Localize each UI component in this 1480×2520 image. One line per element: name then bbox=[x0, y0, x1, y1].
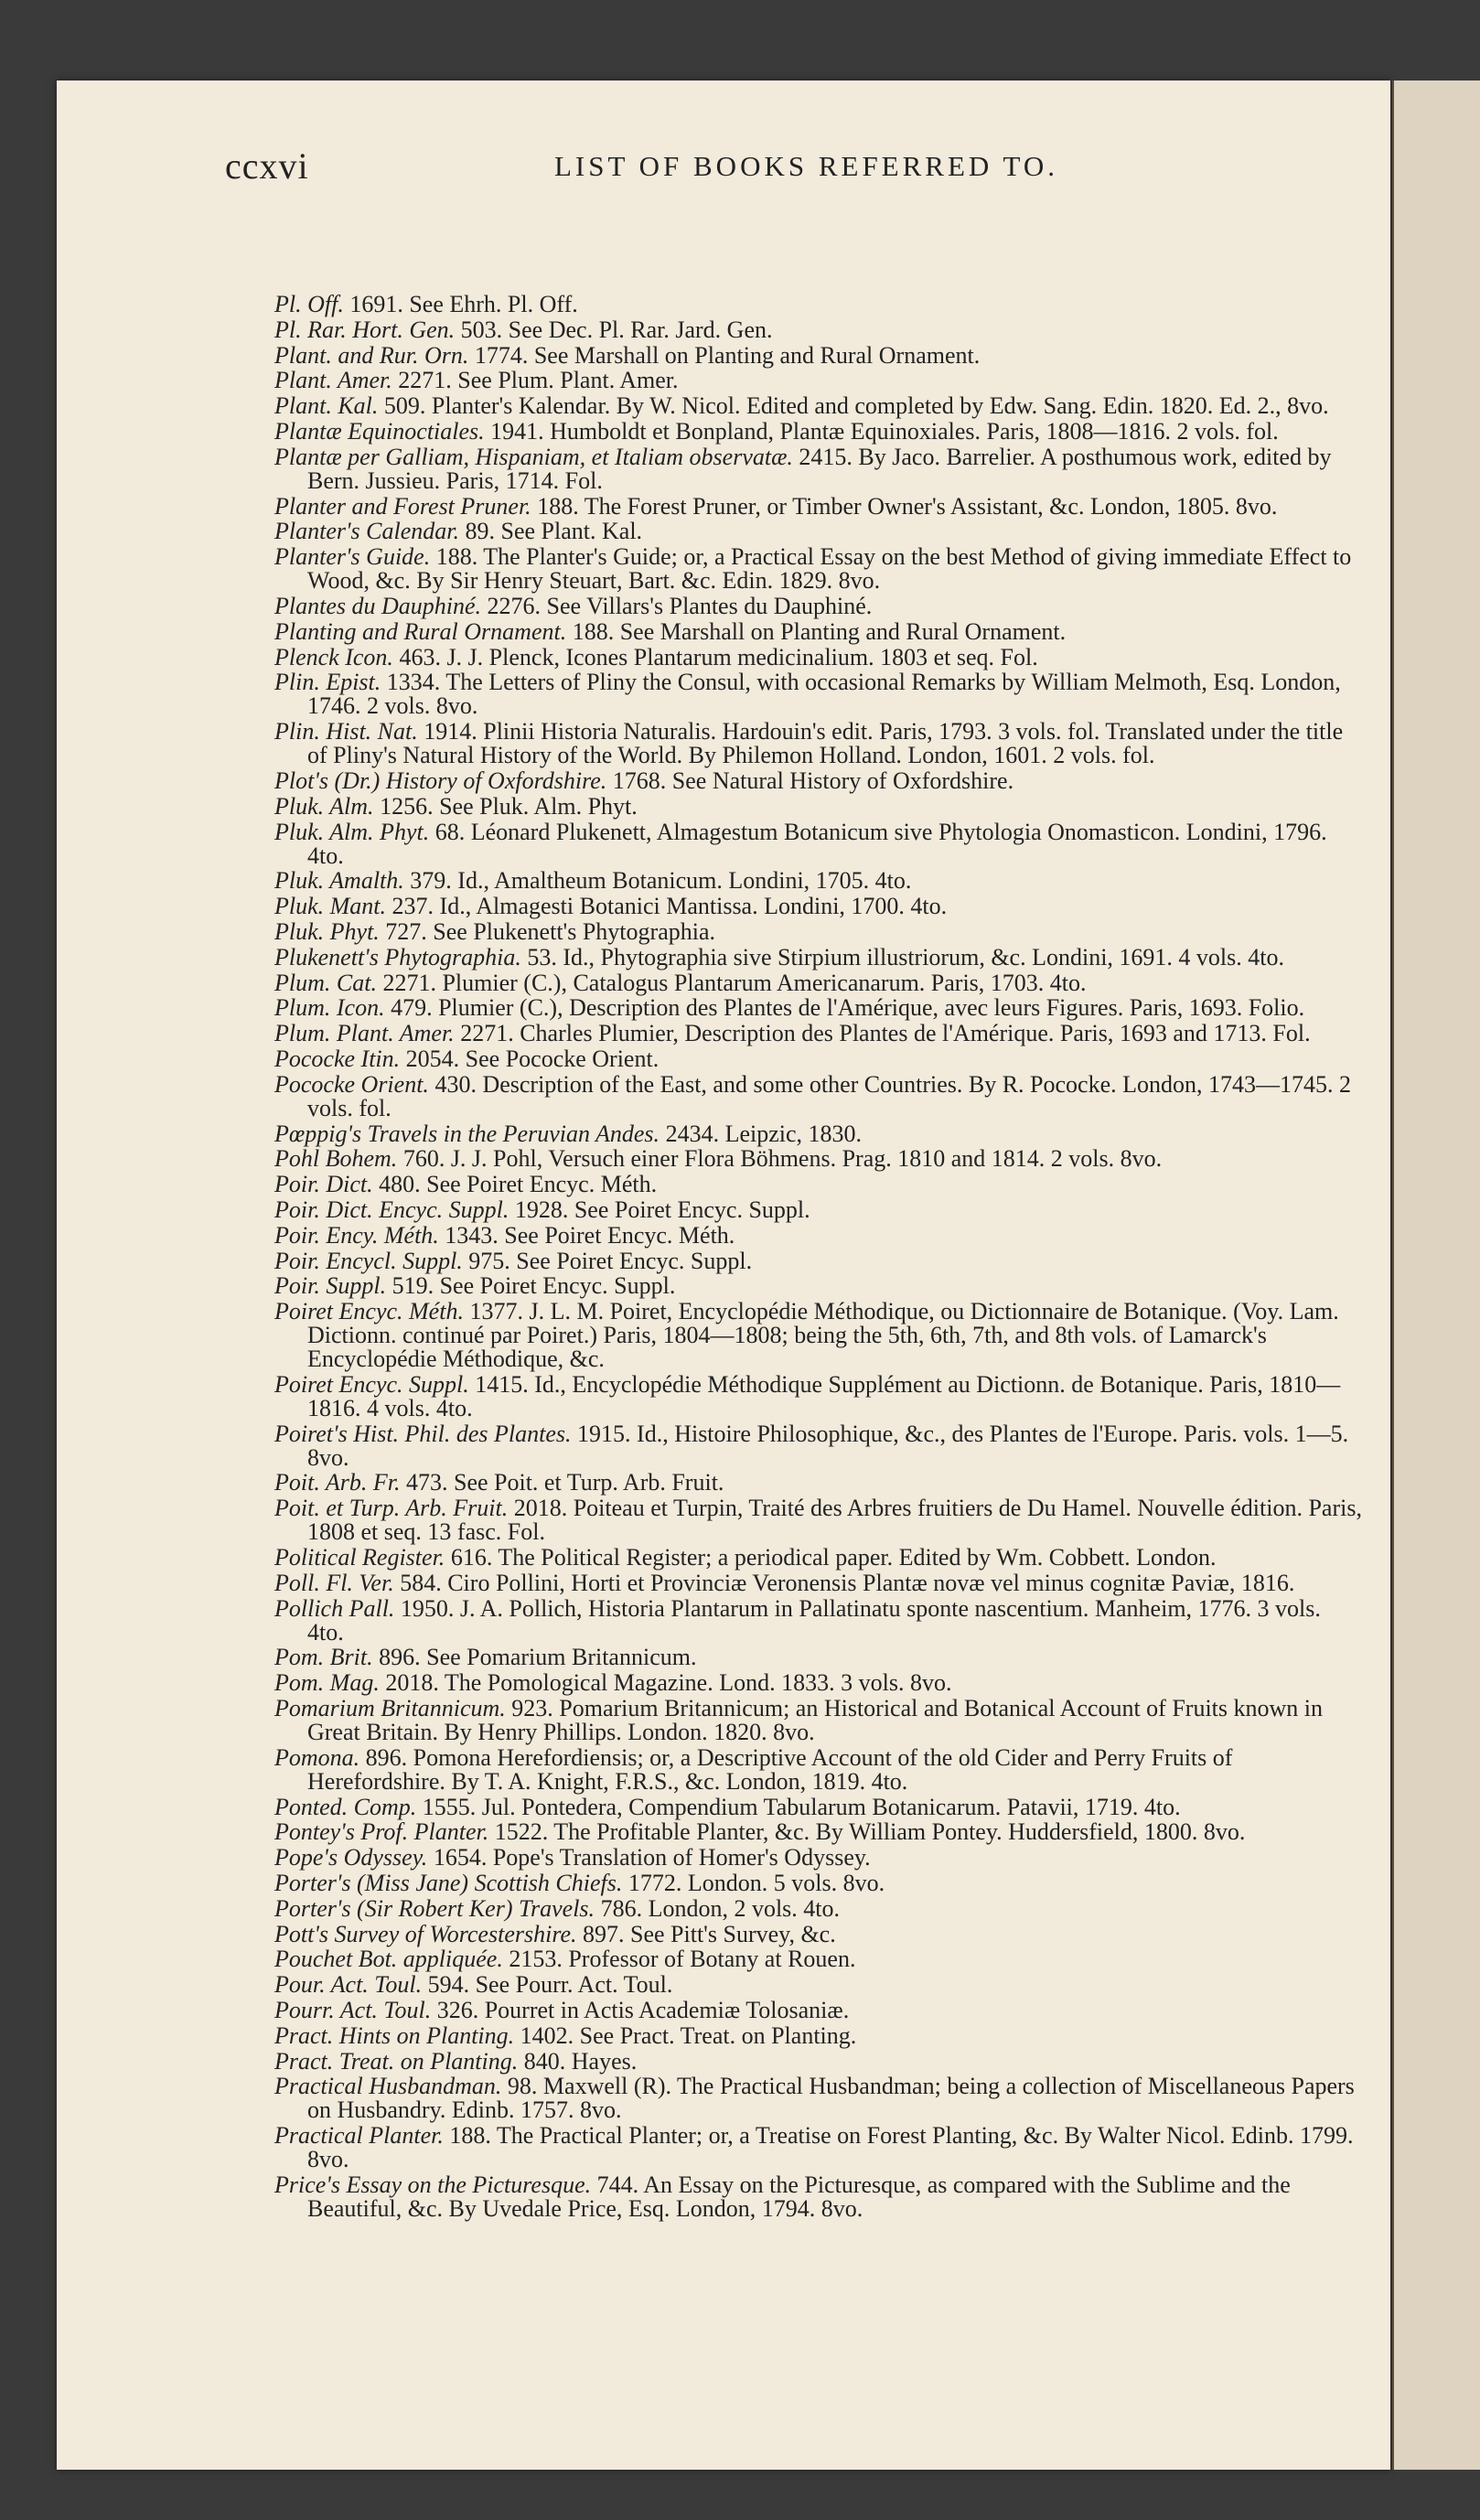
entry-text: 1402. See Pract. Treat. on Planting. bbox=[514, 2021, 857, 2049]
book-entry bbox=[274, 1047, 1363, 1071]
book-entry bbox=[274, 820, 1363, 868]
entry-text: 326. Pourret in Actis Academiæ Tolosaniæ. bbox=[431, 1997, 850, 2024]
entry-abbreviation: Porter's (Miss Jane) Scottish Chiefs. bbox=[274, 1870, 623, 1897]
entry-text: 584. Ciro Pollini, Horti et Provinciæ Veronensis Plantæ novæ vel minus cognitæ Paviæ, 1816. bbox=[393, 1569, 1295, 1596]
entry-abbreviation: Pract. Treat. on Planting. bbox=[274, 2047, 519, 2075]
book-entry bbox=[274, 1820, 1363, 1844]
entry-text: 68. Léonard Plukenett, Almagestum Botanicum sive Phytologia Onomasticon. Londini, 1796. 4to. bbox=[307, 818, 1327, 869]
entry-text: 1915. Id., Histoire Philosophique, &c., des Plantes de l'Europe. Paris. vols. 1—5. 8vo. bbox=[307, 1420, 1349, 1471]
book-entry bbox=[274, 2124, 1363, 2171]
book-entry bbox=[274, 2075, 1363, 2122]
entry-text: 2271. Plumier (C.), Catalogus Plantarum Americanarum. Paris, 1703. 4to. bbox=[376, 969, 1087, 996]
entry-text: 1950. J. A. Pollich, Historia Plantarum in Pallatinatu sponte nascentium. Manheim, 1776. 3 vols. 4to. bbox=[307, 1594, 1321, 1646]
book-entry bbox=[274, 369, 1363, 392]
book-entry bbox=[274, 1793, 1363, 1820]
entry-text: 2018. Poiteau et Turpin, Traité des Arbres fruitiers de Du Hamel. Nouvelle édition. Paris, 1808 et seq. 13 fasc. Fol. bbox=[307, 1495, 1362, 1546]
book-entry bbox=[274, 2173, 1363, 2221]
entry-text: 840. Hayes. bbox=[518, 2047, 638, 2075]
entry-abbreviation: Pl. Off. bbox=[274, 291, 344, 317]
entry-abbreviation: Plin. Hist. Nat. bbox=[274, 718, 418, 745]
entry-text: 237. Id., Almagesti Botanici Mantissa. Londini, 1700. 4to. bbox=[386, 893, 948, 920]
entry-text: 480. See Poiret Encyc. Méth. bbox=[372, 1171, 658, 1198]
book-entry bbox=[274, 417, 1363, 445]
book-entry bbox=[274, 792, 1363, 820]
entry-abbreviation: Plant. Amer. bbox=[274, 367, 392, 394]
entry-text: 1691. See Ehrh. Pl. Off. bbox=[343, 291, 578, 317]
entry-abbreviation: Pococke Itin. bbox=[274, 1045, 401, 1072]
entry-abbreviation: Pluk. Alm. Phyt. bbox=[274, 818, 430, 845]
entry-abbreviation: Plenck Icon. bbox=[274, 643, 393, 670]
book-entry bbox=[274, 1999, 1363, 2022]
entry-abbreviation: Ponted. Comp. bbox=[274, 1793, 417, 1820]
book-entry bbox=[274, 1173, 1363, 1196]
entry-abbreviation: Planter and Forest Pruner. bbox=[274, 492, 531, 520]
book-entry bbox=[274, 1973, 1363, 1997]
entry-text: 2018. The Pomological Magazine. Lond. 1833. 3 vols. 8vo. bbox=[379, 1669, 952, 1697]
book-entry bbox=[274, 1920, 1363, 1947]
entry-abbreviation: Pluk. Alm. bbox=[274, 792, 374, 820]
entry-abbreviation: Poll. Fl. Ver. bbox=[274, 1569, 394, 1596]
book-entry bbox=[274, 643, 1363, 670]
entry-text: 896. Pomona Herefordiensis; or, a Descriptive Account of the old Cider and Perry Fruits of Herefordshire. By T. A. Knight, F.R.S., &c. London, 1819. 4to. bbox=[307, 1743, 1233, 1795]
entry-abbreviation: Planter's Guide. bbox=[274, 543, 431, 571]
entry-abbreviation: Pott's Survey of Worcestershire. bbox=[274, 1920, 577, 1947]
entry-text: 2276. See Villars's Plantes du Dauphiné. bbox=[481, 592, 873, 619]
entry-text: 379. Id., Amaltheum Botanicum. Londini, 1705. 4to. bbox=[403, 867, 912, 895]
entry-abbreviation: Planter's Calendar. bbox=[274, 518, 460, 545]
entry-text: 1654. Pope's Translation of Homer's Odyssey. bbox=[427, 1844, 871, 1871]
book-entry bbox=[274, 1646, 1363, 1669]
entry-text: 1334. The Letters of Pliny the Consul, with occasional Remarks by William Melmoth, Esq. London, 1746. 2 vols. 8vo. bbox=[307, 669, 1341, 720]
entry-abbreviation: Pluk. Amalth. bbox=[274, 867, 404, 895]
book-entry bbox=[274, 1370, 1363, 1421]
book-entry bbox=[274, 1198, 1363, 1222]
entry-abbreviation: Planting and Rural Ornament. bbox=[274, 617, 567, 645]
entry-text: 896. See Pomarium Britannicum. bbox=[372, 1644, 697, 1671]
book-entry bbox=[274, 1274, 1363, 1298]
entry-abbreviation: Pluk. Mant. bbox=[274, 893, 387, 920]
entry-abbreviation: Pomona. bbox=[274, 1743, 360, 1771]
book-entry bbox=[274, 1697, 1363, 1744]
entry-text: 727. See Plukenett's Phytographia. bbox=[379, 917, 715, 945]
entry-abbreviation: Pœppig's Travels in the Peruvian Andes. bbox=[274, 1120, 660, 1147]
entry-abbreviation: Practical Husbandman. bbox=[274, 2073, 502, 2100]
book-entry bbox=[274, 492, 1363, 520]
entry-text: 1774. See Marshall on Planting and Rural Ornament. bbox=[468, 341, 981, 369]
book-entry bbox=[274, 341, 1363, 369]
entry-text: 1377. J. L. M. Poiret, Encyclopédie Méthodique, ou Dictionnaire de Botanique. (Voy. Lam. Dictionn. continué par Poiret.) Paris, 1804—1808; being the 5th, 6th, 7th, and 8th vols. of Lamarck's Encyclopédie Méthodique, &c. bbox=[307, 1298, 1339, 1373]
entry-text: 1256. See Pluk. Alm. Phyt. bbox=[373, 792, 638, 820]
entry-abbreviation: Poir. Suppl. bbox=[274, 1272, 387, 1300]
entry-abbreviation: Plantæ Equinoctiales. bbox=[274, 417, 485, 445]
entry-text: 897. See Pitt's Survey, &c. bbox=[576, 1920, 836, 1947]
book-list bbox=[274, 293, 1363, 2223]
entry-text: 89. See Plant. Kal. bbox=[459, 518, 643, 545]
entry-abbreviation: Poit. Arb. Fr. bbox=[274, 1469, 401, 1496]
book-entry bbox=[274, 2021, 1363, 2049]
entry-text: 503. See Dec. Pl. Rar. Jard. Gen. bbox=[455, 316, 773, 343]
entry-abbreviation: Practical Planter. bbox=[274, 2122, 444, 2150]
entry-text: 53. Id., Phytographia sive Stirpium illustriorum, &c. Londini, 1691. 4 vols. 4to. bbox=[520, 943, 1284, 970]
entry-text: 463. J. J. Plenck, Icones Plantarum medicinalium. 1803 et seq. Fol. bbox=[392, 643, 1038, 670]
entry-text: 923. Pomarium Britannicum; an Historical and Botanical Account of Fruits known in Great Britain. By Henry Phillips. London. 1820. 8vo. bbox=[307, 1695, 1324, 1746]
book-entry bbox=[274, 1594, 1363, 1646]
book-entry bbox=[274, 1546, 1363, 1570]
entry-text: 98. Maxwell (R). The Practical Husbandman; being a collection of Miscellaneous Papers on Husbandry. Edinb. 1757. 8vo. bbox=[307, 2073, 1355, 2124]
book-entry bbox=[274, 895, 1363, 918]
entry-text: 188. The Planter's Guide; or, a Practical Essay on the best Method of giving immediate Effect to Wood, &c. By Sir Henry Steuart, Bart. &c. Edin. 1829. 8vo. bbox=[307, 543, 1352, 595]
entry-text: 1522. The Profitable Planter, &c. By William Pontey. Huddersfield, 1800. 8vo. bbox=[488, 1818, 1246, 1846]
entry-abbreviation: Plant. Kal. bbox=[274, 392, 379, 420]
book-entry bbox=[274, 1022, 1363, 1046]
book-entry bbox=[274, 869, 1363, 893]
entry-abbreviation: Pococke Orient. bbox=[274, 1070, 429, 1098]
entry-abbreviation: Pl. Rar. Hort. Gen. bbox=[274, 316, 456, 343]
book-entry bbox=[274, 1122, 1363, 1146]
book-entry bbox=[274, 1471, 1363, 1495]
entry-text: 1772. London. 5 vols. 8vo. bbox=[622, 1870, 885, 1897]
entry-abbreviation: Plum. Cat. bbox=[274, 969, 377, 996]
entry-text: 2415. By Jaco. Barrelier. A posthumous work, edited by Bern. Jussieu. Paris, 1714. Fol. bbox=[307, 443, 1332, 494]
entry-abbreviation: Poir. Dict. Encyc. Suppl. bbox=[274, 1196, 509, 1223]
book-entry bbox=[274, 520, 1363, 543]
entry-abbreviation: Political Register. bbox=[274, 1544, 445, 1571]
book-entry bbox=[274, 720, 1363, 767]
entry-abbreviation: Plantæ per Galliam, Hispaniam, et Italiam observatæ. bbox=[274, 443, 793, 470]
book-entry bbox=[274, 1249, 1363, 1273]
book-entry bbox=[274, 592, 1363, 619]
book-entry bbox=[274, 1894, 1363, 1922]
entry-abbreviation: Pohl Bohem. bbox=[274, 1145, 398, 1173]
book-entry bbox=[274, 1947, 1363, 1971]
entry-text: 975. See Poiret Encyc. Suppl. bbox=[462, 1247, 753, 1274]
entry-abbreviation: Porter's (Sir Robert Ker) Travels. bbox=[274, 1894, 595, 1922]
entry-text: 519. See Poiret Encyc. Suppl. bbox=[386, 1272, 676, 1300]
book-entry bbox=[274, 971, 1363, 995]
entry-text: 616. The Political Register; a periodical paper. Edited by Wm. Cobbett. London. bbox=[445, 1544, 1217, 1571]
book-entry bbox=[274, 943, 1363, 970]
entry-text: 2054. See Pococke Orient. bbox=[400, 1045, 660, 1072]
entry-abbreviation: Pom. Brit. bbox=[274, 1644, 373, 1671]
entry-text: 2434. Leipzic, 1830. bbox=[660, 1120, 863, 1147]
book-entry bbox=[274, 445, 1363, 493]
entry-abbreviation: Plum. Plant. Amer. bbox=[274, 1020, 455, 1047]
entry-text: 188. See Marshall on Planting and Rural Ornament. bbox=[566, 617, 1067, 645]
entry-text: 509. Planter's Kalendar. By W. Nicol. Edited and completed by Edw. Sang. Edin. 1820. Ed. 2., 8vo. bbox=[378, 392, 1329, 420]
book-entry bbox=[274, 769, 1363, 793]
book-entry bbox=[274, 670, 1363, 718]
entry-abbreviation: Poir. Ency. Méth. bbox=[274, 1221, 439, 1249]
entry-abbreviation: Pom. Mag. bbox=[274, 1669, 380, 1697]
page-title: LIST OF BOOKS REFERRED TO. bbox=[554, 150, 1059, 182]
entry-abbreviation: Plukenett's Phytographia. bbox=[274, 943, 521, 970]
entry-abbreviation: Plin. Epist. bbox=[274, 669, 381, 696]
book-entry bbox=[274, 293, 1363, 316]
book-entry bbox=[274, 1147, 1363, 1171]
book-entry bbox=[274, 1571, 1363, 1595]
book-entry bbox=[274, 1871, 1363, 1895]
entry-abbreviation: Pourr. Act. Toul. bbox=[274, 1997, 432, 2024]
entry-abbreviation: Plantes du Dauphiné. bbox=[274, 592, 482, 619]
entry-abbreviation: Pope's Odyssey. bbox=[274, 1844, 428, 1871]
entry-text: 2271. Charles Plumier, Description des Plantes de l'Amérique. Paris, 1693 and 1713. Fol. bbox=[454, 1020, 1311, 1047]
book-entry bbox=[274, 2047, 1363, 2075]
entry-abbreviation: Plot's (Dr.) History of Oxfordshire. bbox=[274, 767, 607, 794]
book-entry bbox=[274, 1422, 1363, 1470]
entry-text: 744. An Essay on the Picturesque, as compared with the Sublime and the Beautiful, &c. By Uvedale Price, Esq. London, 1794. 8vo. bbox=[307, 2171, 1291, 2223]
entry-text: 430. Description of the East, and some other Countries. By R. Pococke. London, 1743—1745. 2 vols. fol. bbox=[307, 1070, 1352, 1121]
entry-abbreviation: Pour. Act. Toul. bbox=[274, 1971, 423, 1999]
book-entry bbox=[274, 617, 1363, 645]
entry-text: 1555. Jul. Pontedera, Compendium Tabularum Botanicarum. Patavii, 1719. 4to. bbox=[416, 1793, 1181, 1820]
entry-text: 1914. Plinii Historia Naturalis. Hardouin's edit. Paris, 1793. 3 vols. fol. Translated under the title of Pliny's Natural History of the World. By Philemon Holland. London, 1601. 2 vols. fol. bbox=[307, 718, 1344, 769]
entry-abbreviation: Pract. Hints on Planting. bbox=[274, 2021, 515, 2049]
book-entry bbox=[274, 1496, 1363, 1544]
book-entry bbox=[274, 1221, 1363, 1249]
entry-abbreviation: Poit. et Turp. Arb. Fruit. bbox=[274, 1495, 509, 1522]
entry-text: 594. See Pourr. Act. Toul. bbox=[422, 1971, 673, 1999]
book-entry bbox=[274, 1671, 1363, 1695]
entry-abbreviation: Poiret Encyc. Méth. bbox=[274, 1298, 464, 1325]
book-entry bbox=[274, 1846, 1363, 1870]
entry-text: 188. The Practical Planter; or, a Treatise on Forest Planting, &c. By Walter Nicol. Edinb. 1799. 8vo. bbox=[307, 2122, 1354, 2173]
entry-abbreviation: Price's Essay on the Picturesque. bbox=[274, 2171, 592, 2199]
entry-text: 1928. See Poiret Encyc. Suppl. bbox=[509, 1196, 810, 1223]
entry-abbreviation: Plum. Icon. bbox=[274, 994, 385, 1022]
entry-text: 1941. Humboldt et Bonpland, Plantæ Equinoxiales. Paris, 1808—1816. 2 vols. fol. bbox=[484, 417, 1279, 445]
entry-text: 2153. Professor of Botany at Rouen. bbox=[502, 1946, 856, 1973]
book-entry bbox=[274, 1300, 1363, 1371]
book-entry bbox=[274, 1743, 1363, 1795]
entry-text: 479. Plumier (C.), Description des Plantes de l'Amérique, avec leurs Figures. Paris, 1693. Folio. bbox=[384, 994, 1305, 1022]
entry-abbreviation: Poir. Dict. bbox=[274, 1171, 373, 1198]
entry-abbreviation: Poiret Encyc. Suppl. bbox=[274, 1370, 469, 1398]
book-entry bbox=[274, 917, 1363, 945]
entry-abbreviation: Pollich Pall. bbox=[274, 1594, 395, 1622]
entry-abbreviation: Pontey's Prof. Planter. bbox=[274, 1818, 489, 1846]
page-header bbox=[225, 145, 1350, 190]
book-entry bbox=[274, 318, 1363, 342]
entry-abbreviation: Pouchet Bot. appliquée. bbox=[274, 1946, 503, 1973]
book-entry bbox=[274, 545, 1363, 593]
book-entry bbox=[274, 394, 1363, 418]
book-entry bbox=[274, 996, 1363, 1020]
entry-text: 760. J. J. Pohl, Versuch einer Flora Böhmens. Prag. 1810 and 1814. 2 vols. 8vo. bbox=[397, 1145, 1163, 1173]
entry-text: 1768. See Natural History of Oxfordshire. bbox=[606, 767, 1014, 794]
facing-page-edge bbox=[1392, 80, 1480, 2470]
entry-text: 786. London, 2 vols. 4to. bbox=[595, 1894, 841, 1922]
entry-text: 188. The Forest Pruner, or Timber Owner's Assistant, &c. London, 1805. 8vo. bbox=[531, 492, 1278, 520]
entry-text: 2271. See Plum. Plant. Amer. bbox=[391, 367, 679, 394]
page-number: ccxvi bbox=[225, 145, 309, 187]
entry-text: 1343. See Poiret Encyc. Méth. bbox=[438, 1221, 735, 1249]
book-entry bbox=[274, 1070, 1363, 1121]
entry-abbreviation: Poiret's Hist. Phil. des Plantes. bbox=[274, 1420, 572, 1447]
entry-abbreviation: Pluk. Phyt. bbox=[274, 917, 380, 945]
entry-abbreviation: Poir. Encycl. Suppl. bbox=[274, 1247, 463, 1274]
entry-text: 1415. Id., Encyclopédie Méthodique Supplément au Dictionn. de Botanique. Paris, 1810—1816. 4 vols. 4to. bbox=[307, 1370, 1341, 1421]
entry-abbreviation: Plant. and Rur. Orn. bbox=[274, 341, 469, 369]
entry-abbreviation: Pomarium Britannicum. bbox=[274, 1695, 506, 1722]
entry-text: 473. See Poit. et Turp. Arb. Fruit. bbox=[400, 1469, 724, 1496]
